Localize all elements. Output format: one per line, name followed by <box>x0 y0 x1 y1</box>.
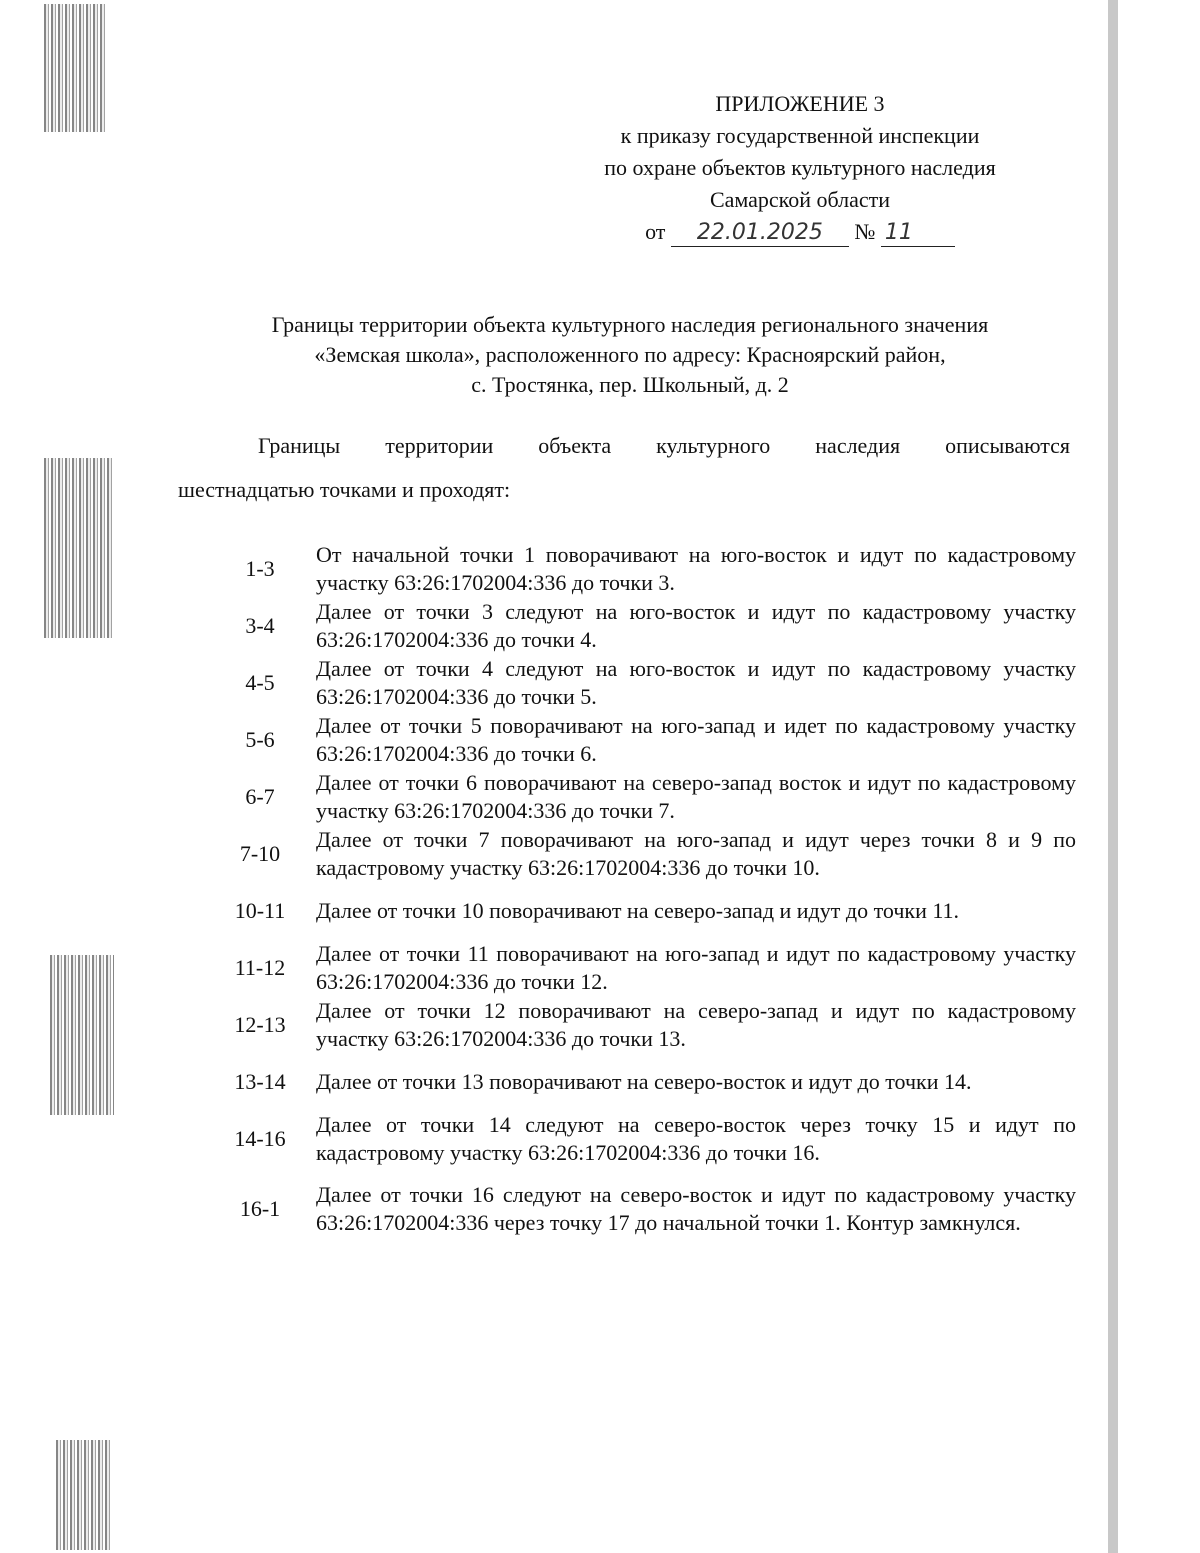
segment-row <box>210 1167 1080 1251</box>
segment-row <box>210 996 1080 1053</box>
intro-paragraph <box>178 424 1070 512</box>
segment-row <box>210 939 1080 996</box>
scan-artifact-bottom-left <box>56 1440 112 1550</box>
segment-row <box>210 1110 1080 1167</box>
intro-line-2: шестнадцатью точками и проходят: <box>178 477 511 502</box>
segment-label: 1-3 <box>245 555 275 581</box>
document-title <box>160 310 1100 400</box>
handwritten-number: 11 <box>881 220 955 247</box>
segment-row <box>210 597 1080 654</box>
title-line-3: с. Тростянка, пер. Школьный, д. 2 <box>471 372 789 397</box>
segment-description: Далее от точки 5 поворачивают на юго-запад и идет по кадастровому участку 63:26:1702004:336 до точки 6. <box>316 712 1076 766</box>
segment-description: Далее от точки 10 поворачивают на северо-запад и идут до точки 11. <box>316 897 960 923</box>
segment-label: 14-16 <box>234 1125 286 1151</box>
segment-label: 13-14 <box>234 1068 286 1094</box>
segment-row <box>210 711 1080 768</box>
segment-description: Далее от точки 3 следуют на юго-восток и идут по кадастровому участку 63:26:1702004:336 до точки 4. <box>316 598 1076 652</box>
segment-description: Далее от точки 13 поворачивают на северо-восток и идут до точки 14. <box>316 1068 972 1094</box>
segment-label: 5-6 <box>245 726 275 752</box>
appendix-region-line: Самарской области <box>709 187 891 212</box>
number-prefix: № <box>854 219 876 244</box>
segment-row <box>210 882 1080 939</box>
segment-label: 11-12 <box>234 954 286 980</box>
appendix-header <box>560 88 1040 248</box>
segment-description: От начальной точки 1 поворачивают на юго-восток и идут по кадастровому участку 63:26:1702004:336 до точки 3. <box>316 541 1076 595</box>
scan-artifact-mid-left <box>44 458 112 638</box>
appendix-authority-line: по охране объектов культурного наследия <box>604 155 996 180</box>
appendix-order-line: к приказу государственной инспекции <box>620 123 980 148</box>
segment-row <box>210 540 1080 597</box>
segment-description: Далее от точки 14 следуют на северо-восток через точку 15 и идут по кадастровому участку 63:26:1702004:336 до точки 16. <box>316 1111 1076 1165</box>
segment-label: 10-11 <box>234 897 286 923</box>
segment-description: Далее от точки 6 поворачивают на северо-запад восток и идут по кадастровому участку 63:26:1702004:336 до точки 7. <box>316 769 1076 823</box>
order-date-line <box>560 216 1040 248</box>
segment-description: Далее от точки 4 следуют на юго-восток и идут по кадастровому участку 63:26:1702004:336 до точки 5. <box>316 655 1076 709</box>
handwritten-date: 22.01.2025 <box>671 220 849 247</box>
segment-row <box>210 825 1080 882</box>
segment-description: Далее от точки 11 поворачивают на юго-запад и идут по кадастровому участку 63:26:1702004:336 до точки 12. <box>316 940 1076 994</box>
scan-edge-right <box>1108 0 1118 1553</box>
segment-description: Далее от точки 12 поворачивают на северо-запад и идут по кадастровому участку 63:26:1702004:336 до точки 13. <box>316 997 1076 1051</box>
date-prefix: от <box>645 219 666 244</box>
segment-label: 7-10 <box>239 840 281 866</box>
segment-label: 6-7 <box>245 783 275 809</box>
boundary-segments-list <box>210 540 1080 1251</box>
segment-description: Далее от точки 16 следуют на северо-восток и идут по кадастровому участку 63:26:1702004:336 через точку 17 до начальной точки 1. Контур замкнулся. <box>316 1182 1076 1235</box>
scan-artifact-top-left <box>44 4 106 132</box>
scan-artifact-lower-left <box>50 955 114 1115</box>
segment-label: 12-13 <box>234 1011 286 1037</box>
segment-row <box>210 768 1080 825</box>
segment-description: Далее от точки 7 поворачивают на юго-запад и идут через точки 8 и 9 по кадастровому участку 63:26:1702004:336 до точки 10. <box>316 826 1076 880</box>
appendix-label: ПРИЛОЖЕНИЕ 3 <box>715 91 885 116</box>
segment-label: 16-1 <box>239 1196 281 1221</box>
segment-row <box>210 654 1080 711</box>
title-line-2: «Земская школа», расположенного по адресу: Красноярский район, <box>314 342 946 367</box>
segment-row <box>210 1053 1080 1110</box>
intro-line-1: Границы территории объекта культурного наследия описываются <box>258 433 1070 458</box>
segment-label: 4-5 <box>245 669 275 695</box>
segment-label: 3-4 <box>245 612 275 638</box>
title-line-1: Границы территории объекта культурного наследия регионального значения <box>271 312 989 337</box>
